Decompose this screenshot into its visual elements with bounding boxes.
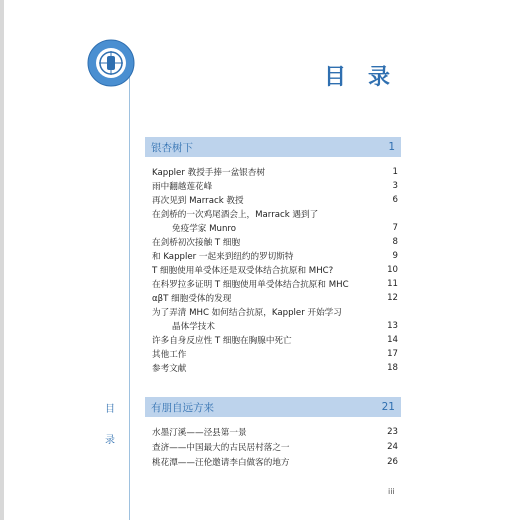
toc-entry[interactable]	[152, 235, 398, 248]
section-label: 银杏树下	[151, 141, 193, 154]
section-heading-2[interactable]	[145, 397, 401, 417]
entry-title: 桃花潭——汪伦邀请李白做客的地方	[152, 457, 290, 468]
toc-entry[interactable]	[152, 440, 398, 453]
entry-title: T 细胞使用单受体还是双受体结合抗原和 MHC?	[152, 265, 334, 276]
entry-page: 3	[392, 180, 398, 191]
entry-page: 24	[387, 441, 398, 452]
toc-entry-continuation[interactable]	[152, 319, 398, 332]
toc-entry[interactable]	[152, 165, 398, 178]
side-tab-char-1: 目	[105, 404, 115, 415]
section-label: 有朋自远方来	[151, 401, 214, 414]
entry-title: 为了弄清 MHC 如何结合抗原，Kappler 开始学习	[152, 307, 342, 318]
toc-entry[interactable]	[152, 305, 398, 318]
entry-page: 11	[387, 278, 398, 289]
entry-title: 在剑桥初次接触 T 细胞	[152, 237, 241, 248]
entry-title: 和 Kappler 一起来到纽约的罗切斯特	[152, 251, 294, 262]
page-number: iii	[388, 487, 395, 496]
entry-page: 1	[392, 166, 398, 177]
book-binding-edge	[0, 0, 4, 520]
section-page: 1	[388, 141, 395, 153]
entry-page: 12	[387, 292, 398, 303]
toc-entry-continuation[interactable]	[152, 221, 398, 234]
entry-title: 查济——中国最大的古民居村落之一	[152, 442, 290, 453]
toc-entry[interactable]	[152, 425, 398, 438]
entry-title: Kappler 教授手捧一盆银杏树	[152, 167, 265, 178]
entry-title: 在剑桥的一次鸡尾酒会上，Marrack 遇到了	[152, 209, 319, 220]
series-logo-icon	[86, 38, 136, 88]
entry-page: 8	[392, 236, 398, 247]
entry-page: 17	[387, 348, 398, 359]
entry-page: 13	[387, 320, 398, 331]
toc-entry[interactable]	[152, 277, 398, 290]
entry-title: αβT 细胞受体的发现	[152, 293, 232, 304]
toc-entry[interactable]	[152, 455, 398, 468]
toc-entry[interactable]	[152, 179, 398, 192]
entry-page: 6	[392, 194, 398, 205]
toc-entry[interactable]	[152, 249, 398, 262]
toc-entry[interactable]	[152, 193, 398, 206]
section-heading-1[interactable]	[145, 137, 401, 157]
section-page: 21	[381, 401, 395, 413]
entry-title: 在科罗拉多证明 T 细胞使用单受体结合抗原和 MHC	[152, 279, 349, 290]
entry-page: 26	[387, 456, 398, 467]
entry-title: 其他工作	[152, 349, 187, 360]
entry-title: 再次见到 Marrack 教授	[152, 195, 244, 206]
toc-entry[interactable]	[152, 263, 398, 276]
entry-title: 许多自身反应性 T 细胞在胸腺中死亡	[152, 335, 292, 346]
toc-entry[interactable]	[152, 291, 398, 304]
toc-title	[324, 60, 390, 91]
title-char-1: 目	[324, 65, 347, 90]
side-tab	[98, 400, 122, 446]
entry-page: 23	[387, 426, 398, 437]
entry-title: 参考文献	[152, 363, 187, 374]
entry-page: 7	[392, 222, 398, 233]
toc-entry[interactable]	[152, 207, 398, 220]
entry-title: 雨中翻越莲花峰	[152, 181, 213, 192]
toc-entry[interactable]	[152, 361, 398, 374]
entry-title: 水墨汀溪——泾县第一景	[152, 427, 247, 438]
entry-page: 18	[387, 362, 398, 373]
margin-rule	[129, 70, 130, 520]
side-tab-char-2: 录	[105, 435, 115, 446]
entry-title: 免疫学家 Munro	[172, 223, 237, 234]
entry-page: 10	[387, 264, 398, 275]
entry-page: 9	[392, 250, 398, 261]
entry-title: 晶体学技术	[172, 321, 215, 332]
entry-page: 14	[387, 334, 398, 345]
title-char-2: 录	[368, 65, 391, 90]
toc-entry[interactable]	[152, 347, 398, 360]
toc-entry[interactable]	[152, 333, 398, 346]
